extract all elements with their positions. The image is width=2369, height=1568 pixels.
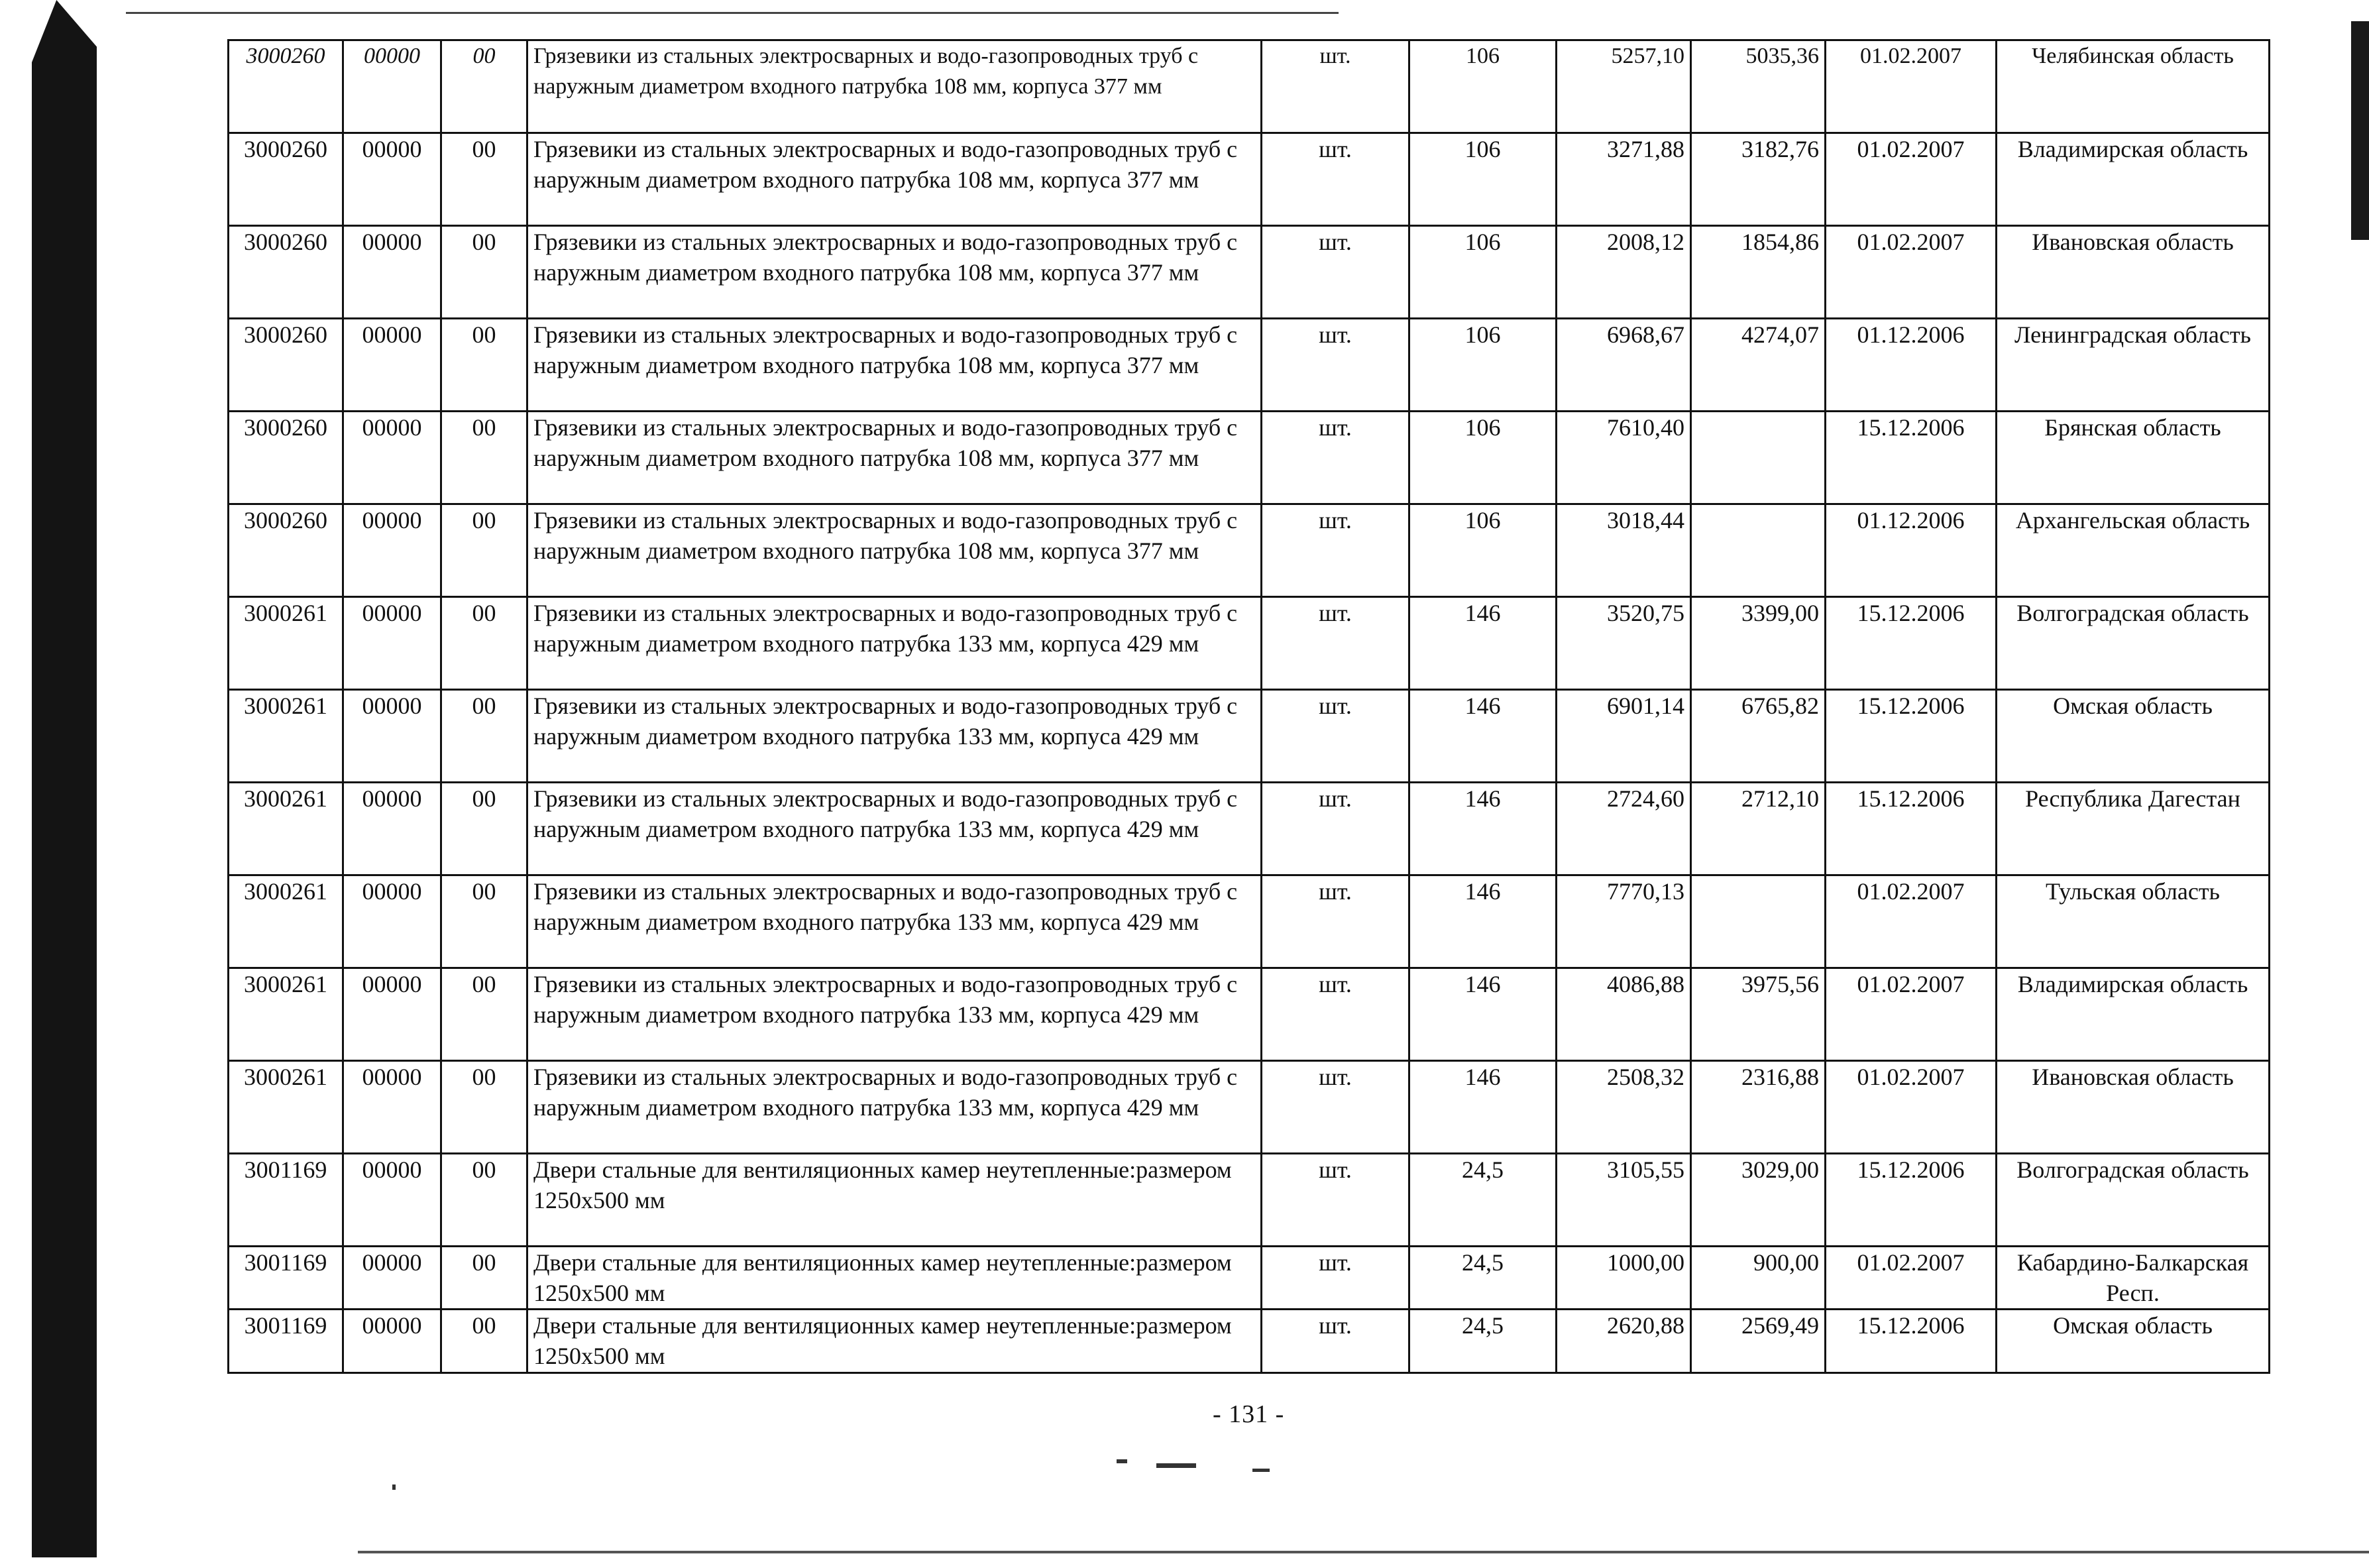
- cell-subcode: 00000: [343, 1061, 441, 1154]
- cell-code: 3000260: [229, 226, 343, 319]
- cell-region: Ивановская область: [1997, 1061, 2270, 1154]
- cell-subcode: 00000: [343, 412, 441, 504]
- cell-name: Грязевики из стальных электросварных и водо-газопроводных труб с наружным диаметром входного патрубка 108 мм, корпуса 377 мм: [527, 412, 1262, 504]
- cell-name: Двери стальные для вентиляционных камер неутепленные:размером 1250х500 мм: [527, 1247, 1262, 1310]
- cell-code: 3000260: [229, 412, 343, 504]
- cell-price-1: 6968,67: [1557, 319, 1691, 412]
- cell-variant: 00: [441, 690, 527, 783]
- cell-region: Республика Дагестан: [1997, 783, 2270, 875]
- cell-price-2: 3182,76: [1691, 133, 1826, 226]
- cell-date: 01.12.2006: [1826, 504, 1997, 597]
- cell-date: 15.12.2006: [1826, 690, 1997, 783]
- cell-code: 3000260: [229, 504, 343, 597]
- cell-subcode: 00000: [343, 783, 441, 875]
- scan-shadow-right: [2351, 21, 2369, 240]
- cell-region: Тульская область: [1997, 875, 2270, 968]
- cell-weight: 146: [1409, 875, 1557, 968]
- table-row: [229, 412, 2270, 504]
- cell-price-1: 3271,88: [1557, 133, 1691, 226]
- cell-region: Волгоградская область: [1997, 597, 2270, 690]
- cell-unit: шт.: [1262, 1154, 1409, 1247]
- cell-price-2: 5035,36: [1691, 40, 1826, 133]
- cell-price-1: 1000,00: [1557, 1247, 1691, 1310]
- cell-price-2: 3029,00: [1691, 1154, 1826, 1247]
- cell-region: Челябинская область: [1997, 40, 2270, 133]
- cell-date: 15.12.2006: [1826, 1310, 1997, 1373]
- cell-region: Архангельская область: [1997, 504, 2270, 597]
- cell-price-2: [1691, 412, 1826, 504]
- table-row: [229, 968, 2270, 1061]
- cell-subcode: 00000: [343, 504, 441, 597]
- cell-unit: шт.: [1262, 412, 1409, 504]
- cell-name: Грязевики из стальных электросварных и водо-газопроводных труб с наружным диаметром входного патрубка 133 мм, корпуса 429 мм: [527, 597, 1262, 690]
- cell-region: Ивановская область: [1997, 226, 2270, 319]
- cell-subcode: 00000: [343, 226, 441, 319]
- cell-weight: 106: [1409, 226, 1557, 319]
- cell-price-2: [1691, 875, 1826, 968]
- cell-code: 3000260: [229, 133, 343, 226]
- cell-weight: 106: [1409, 40, 1557, 133]
- cell-unit: шт.: [1262, 783, 1409, 875]
- cell-unit: шт.: [1262, 597, 1409, 690]
- scan-edge-bottom: [358, 1551, 2369, 1553]
- cell-code: 3000260: [229, 40, 343, 133]
- table-row: [229, 40, 2270, 133]
- cell-weight: 106: [1409, 319, 1557, 412]
- cell-variant: 00: [441, 1310, 527, 1373]
- cell-weight: 106: [1409, 412, 1557, 504]
- cell-variant: 00: [441, 504, 527, 597]
- cell-date: 01.02.2007: [1826, 875, 1997, 968]
- cell-price-1: 5257,10: [1557, 40, 1691, 133]
- cell-variant: 00: [441, 597, 527, 690]
- cell-subcode: 00000: [343, 133, 441, 226]
- cell-price-2: 900,00: [1691, 1247, 1826, 1310]
- cell-subcode: 00000: [343, 875, 441, 968]
- cell-variant: 00: [441, 1154, 527, 1247]
- cell-name: Двери стальные для вентиляционных камер неутепленные:размером 1250х500 мм: [527, 1310, 1262, 1373]
- cell-weight: 24,5: [1409, 1154, 1557, 1247]
- cell-price-2: 1854,86: [1691, 226, 1826, 319]
- cell-region: Владимирская область: [1997, 133, 2270, 226]
- cell-name: Грязевики из стальных электросварных и водо-газопроводных труб с наружным диаметром входного патрубка 133 мм, корпуса 429 мм: [527, 783, 1262, 875]
- cell-date: 01.12.2006: [1826, 319, 1997, 412]
- cell-variant: 00: [441, 1247, 527, 1310]
- cell-subcode: 00000: [343, 690, 441, 783]
- cell-price-1: 2620,88: [1557, 1310, 1691, 1373]
- cell-price-2: 6765,82: [1691, 690, 1826, 783]
- table-row: [229, 133, 2270, 226]
- cell-price-1: 7610,40: [1557, 412, 1691, 504]
- cell-price-1: 3018,44: [1557, 504, 1691, 597]
- cell-code: 3000261: [229, 1061, 343, 1154]
- cell-date: 01.02.2007: [1826, 1061, 1997, 1154]
- cell-code: 3000261: [229, 968, 343, 1061]
- cell-price-2: 3399,00: [1691, 597, 1826, 690]
- cell-date: 15.12.2006: [1826, 597, 1997, 690]
- cell-price-2: [1691, 504, 1826, 597]
- cell-name: Грязевики из стальных электросварных и водо-газопроводных труб с наружным диаметром входного патрубка 108 мм, корпуса 377 мм: [527, 226, 1262, 319]
- cell-price-1: 2508,32: [1557, 1061, 1691, 1154]
- cell-price-2: 2316,88: [1691, 1061, 1826, 1154]
- cell-price-2: 3975,56: [1691, 968, 1826, 1061]
- cell-weight: 146: [1409, 968, 1557, 1061]
- cell-unit: шт.: [1262, 1310, 1409, 1373]
- cell-unit: шт.: [1262, 226, 1409, 319]
- cell-subcode: 00000: [343, 968, 441, 1061]
- cell-date: 01.02.2007: [1826, 40, 1997, 133]
- cell-code: 3000260: [229, 319, 343, 412]
- cell-unit: шт.: [1262, 133, 1409, 226]
- cell-price-1: 2724,60: [1557, 783, 1691, 875]
- cell-variant: 00: [441, 40, 527, 133]
- cell-code: 3000261: [229, 783, 343, 875]
- cell-price-1: 2008,12: [1557, 226, 1691, 319]
- cell-unit: шт.: [1262, 875, 1409, 968]
- cell-date: 01.02.2007: [1826, 226, 1997, 319]
- cell-variant: 00: [441, 319, 527, 412]
- cell-weight: 146: [1409, 690, 1557, 783]
- cell-unit: шт.: [1262, 968, 1409, 1061]
- scan-edge-top: [126, 12, 1339, 14]
- cell-code: 3001169: [229, 1310, 343, 1373]
- cell-name: Грязевики из стальных электросварных и водо-газопроводных труб с наружным диаметром входного патрубка 108 мм, корпуса 377 мм: [527, 319, 1262, 412]
- cell-subcode: 00000: [343, 597, 441, 690]
- scan-smudge: [1117, 1459, 1127, 1463]
- cell-date: 01.02.2007: [1826, 1247, 1997, 1310]
- cell-subcode: 00000: [343, 1154, 441, 1247]
- cell-region: Ленинградская область: [1997, 319, 2270, 412]
- scan-smudge: [392, 1484, 396, 1490]
- cell-code: 3001169: [229, 1154, 343, 1247]
- cell-name: Грязевики из стальных электросварных и водо-газопроводных труб с наружным диаметром входного патрубка 108 мм, корпуса 377 мм: [527, 504, 1262, 597]
- cell-price-1: 7770,13: [1557, 875, 1691, 968]
- cell-price-1: 3520,75: [1557, 597, 1691, 690]
- cell-weight: 106: [1409, 133, 1557, 226]
- table-row: [229, 1154, 2270, 1247]
- cell-code: 3000261: [229, 875, 343, 968]
- cell-name: Грязевики из стальных электросварных и водо-газопроводных труб с наружным диаметром входного патрубка 133 мм, корпуса 429 мм: [527, 690, 1262, 783]
- cell-price-2: 2712,10: [1691, 783, 1826, 875]
- table-row: [229, 1061, 2270, 1154]
- cell-name: Грязевики из стальных электросварных и водо-газопроводных труб с наружным диаметром входного патрубка 108 мм, корпуса 377 мм: [527, 40, 1262, 133]
- cell-price-1: 4086,88: [1557, 968, 1691, 1061]
- cell-unit: шт.: [1262, 504, 1409, 597]
- price-table: [227, 39, 2270, 1374]
- cell-subcode: 00000: [343, 1247, 441, 1310]
- cell-name: Грязевики из стальных электросварных и водо-газопроводных труб с наружным диаметром входного патрубка 133 мм, корпуса 429 мм: [527, 875, 1262, 968]
- page-number: - 131 -: [1213, 1400, 1285, 1428]
- cell-price-2: 2569,49: [1691, 1310, 1826, 1373]
- cell-code: 3000261: [229, 690, 343, 783]
- table-row: [229, 226, 2270, 319]
- cell-unit: шт.: [1262, 319, 1409, 412]
- cell-variant: 00: [441, 226, 527, 319]
- cell-price-1: 6901,14: [1557, 690, 1691, 783]
- cell-name: Грязевики из стальных электросварных и водо-газопроводных труб с наружным диаметром входного патрубка 133 мм, корпуса 429 мм: [527, 968, 1262, 1061]
- cell-code: 3001169: [229, 1247, 343, 1310]
- table-row: [229, 783, 2270, 875]
- cell-region: Омская область: [1997, 1310, 2270, 1373]
- cell-price-1: 3105,55: [1557, 1154, 1691, 1247]
- scan-smudge: [1156, 1463, 1196, 1468]
- table-row: [229, 504, 2270, 597]
- cell-weight: 146: [1409, 1061, 1557, 1154]
- cell-weight: 106: [1409, 504, 1557, 597]
- table-row: [229, 1310, 2270, 1373]
- cell-weight: 146: [1409, 783, 1557, 875]
- cell-subcode: 00000: [343, 40, 441, 133]
- cell-unit: шт.: [1262, 690, 1409, 783]
- cell-variant: 00: [441, 1061, 527, 1154]
- cell-weight: 24,5: [1409, 1247, 1557, 1310]
- cell-variant: 00: [441, 783, 527, 875]
- cell-name: Грязевики из стальных электросварных и водо-газопроводных труб с наружным диаметром входного патрубка 133 мм, корпуса 429 мм: [527, 1061, 1262, 1154]
- cell-name: Грязевики из стальных электросварных и водо-газопроводных труб с наружным диаметром входного патрубка 108 мм, корпуса 377 мм: [527, 133, 1262, 226]
- cell-unit: шт.: [1262, 1247, 1409, 1310]
- cell-weight: 24,5: [1409, 1310, 1557, 1373]
- cell-variant: 00: [441, 875, 527, 968]
- cell-name: Двери стальные для вентиляционных камер неутепленные:размером 1250х500 мм: [527, 1154, 1262, 1247]
- cell-subcode: 00000: [343, 1310, 441, 1373]
- cell-region: Брянская область: [1997, 412, 2270, 504]
- cell-price-2: 4274,07: [1691, 319, 1826, 412]
- cell-region: Волгоградская область: [1997, 1154, 2270, 1247]
- table-row: [229, 1247, 2270, 1310]
- table-body: [229, 40, 2270, 1373]
- cell-subcode: 00000: [343, 319, 441, 412]
- cell-region: Омская область: [1997, 690, 2270, 783]
- cell-unit: шт.: [1262, 40, 1409, 133]
- cell-variant: 00: [441, 412, 527, 504]
- cell-unit: шт.: [1262, 1061, 1409, 1154]
- table-row: [229, 690, 2270, 783]
- cell-code: 3000261: [229, 597, 343, 690]
- cell-date: 15.12.2006: [1826, 783, 1997, 875]
- cell-date: 01.02.2007: [1826, 968, 1997, 1061]
- scan-smudge: [1252, 1469, 1270, 1472]
- cell-region: Владимирская область: [1997, 968, 2270, 1061]
- scan-shadow-left: [32, 0, 97, 1557]
- table-row: [229, 875, 2270, 968]
- cell-date: 15.12.2006: [1826, 1154, 1997, 1247]
- table-row: [229, 597, 2270, 690]
- cell-region: Кабардино-Балкарская Респ.: [1997, 1247, 2270, 1310]
- cell-date: 01.02.2007: [1826, 133, 1997, 226]
- cell-date: 15.12.2006: [1826, 412, 1997, 504]
- cell-weight: 146: [1409, 597, 1557, 690]
- table-row: [229, 319, 2270, 412]
- cell-variant: 00: [441, 133, 527, 226]
- cell-variant: 00: [441, 968, 527, 1061]
